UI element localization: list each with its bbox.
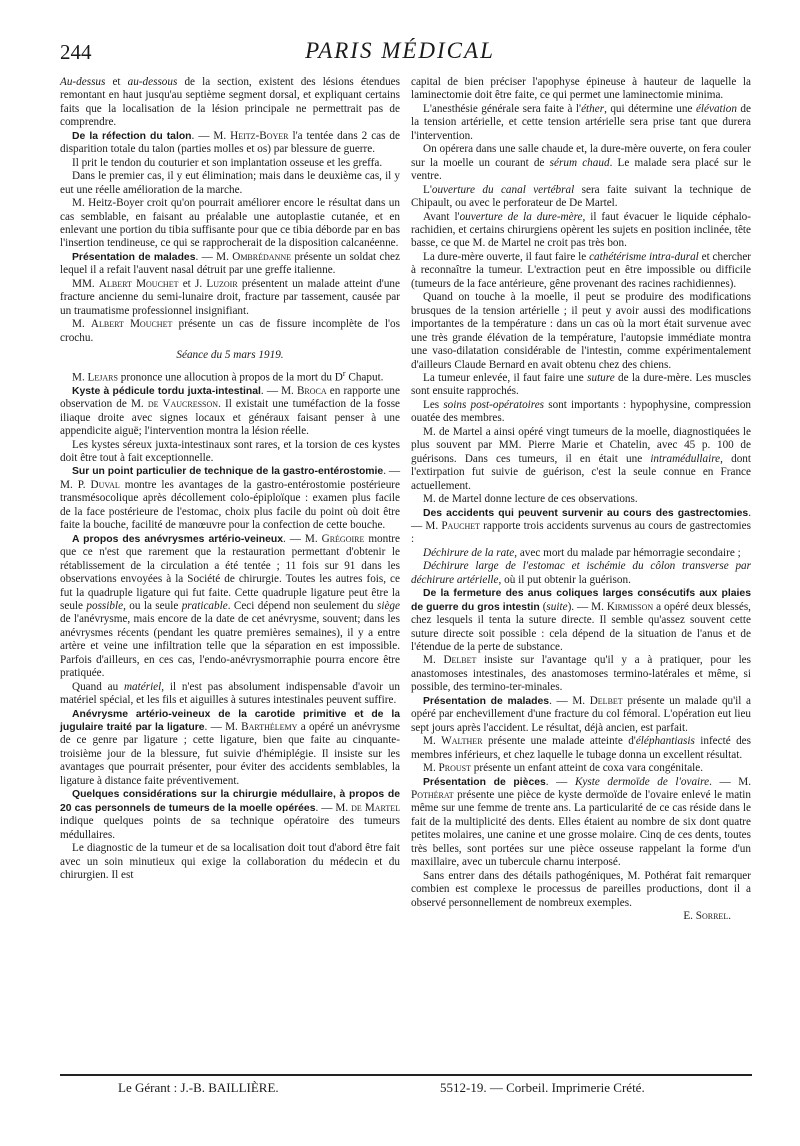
text-run: . Il existait une tuméfaction de la fosse iliaque droite avec signes locaux et généraux faisant penser à une appendicite aiguë; l'intervention montra la lésion réelle. bbox=[60, 398, 401, 438]
section-heading: Présentation de pièces bbox=[423, 776, 546, 788]
text-run: , il faut évacuer le liquide céphalo-rachidien, et certains chirurgiens opèrent les sujets en position inclinée, tête basse, ce que M. de Martel ne croit pas très bon. bbox=[411, 210, 751, 250]
text-run: et bbox=[105, 76, 128, 88]
text-run: L'anesthésie générale sera faite à l' bbox=[423, 102, 582, 115]
text-run: Ombrédanne bbox=[232, 250, 291, 263]
text-run: cathétérisme intra-dural bbox=[589, 250, 699, 263]
paragraph bbox=[60, 197, 400, 251]
paragraph bbox=[60, 278, 400, 318]
section-heading: Présentation de malades bbox=[423, 695, 550, 707]
text-run: r bbox=[342, 368, 346, 378]
text-run: montre les avantages de la gastro-entérostomie postérieure transmésocolique après décollement colo-épiploïque : examen plus facile de la face postérieure de l'estomac, choix plus facile du point où doit être faite la bouche, facilité de manœuvre pour la confection de cette bouche. bbox=[60, 478, 400, 532]
paragraph bbox=[60, 681, 400, 708]
footer-rule bbox=[60, 1074, 752, 1076]
text-run: ( bbox=[539, 600, 547, 613]
text-run: Chaput. bbox=[345, 371, 384, 384]
text-run: , qui détermine une bbox=[604, 102, 696, 115]
section-heading: Présentation de malades bbox=[72, 251, 196, 263]
paragraph bbox=[60, 130, 400, 157]
text-run: Dans le premier cas, il y eut élimination; mais dans le deuxième cas, il y eut une réelle amélioration de la marche. bbox=[60, 170, 400, 196]
text-run: praticable bbox=[181, 599, 228, 612]
text-run: Walther bbox=[441, 735, 483, 748]
text-run: ). — M. bbox=[567, 600, 607, 613]
paragraph bbox=[411, 735, 751, 762]
paragraph bbox=[60, 708, 400, 789]
text-run: ouverture du canal vertébral bbox=[431, 183, 575, 196]
section-heading: A propos des anévrysmes artério-veineux bbox=[72, 533, 283, 545]
paragraph bbox=[60, 349, 400, 362]
text-run: , avec mort du malade par hémorragie secondaire ; bbox=[514, 546, 741, 559]
footer-printer: 5512-19. — Corbeil. Imprimerie Crété. bbox=[440, 1080, 645, 1095]
text-run: M. bbox=[72, 318, 91, 331]
section-heading: Sur un point particulier de technique de la gastro-entérostomie bbox=[72, 466, 384, 478]
paragraph bbox=[60, 842, 400, 882]
text-run: suite bbox=[546, 600, 568, 613]
text-run: Le diagnostic de la tumeur et de sa localisation doit tout d'abord être fait avec un soin minutieux qui exige la collaboration du médecin et du chirurgien. Il est bbox=[60, 842, 400, 882]
text-run: . — bbox=[545, 775, 575, 788]
section-heading: Anévrysme artério-veineux de la carotide primitive et de la jugulaire traité par la ligature bbox=[60, 708, 400, 734]
left-column bbox=[60, 76, 400, 882]
text-run: sera faite suivant la technique de Chipault, ou avec le perforateur de De Martel. bbox=[411, 183, 751, 210]
text-run: de la dure-mère. Les muscles sont ensuite rapprochés. bbox=[411, 371, 752, 398]
paragraph bbox=[411, 695, 751, 735]
text-run: sont importants : hypophysine, compression ouatée des membres. bbox=[411, 398, 752, 425]
paragraph bbox=[411, 211, 751, 251]
paragraph bbox=[411, 291, 751, 372]
text-run: . — M. P. bbox=[60, 465, 401, 491]
text-run: Quand on touche à la moelle, il peut se produire des modifications brusques de la tension artérielle ; il peut y avoir aussi des modifications importantes de la température : dans un cas où la mort était survenue avec une très grande élévation de la température, l'autopsie immédiate montra une vaso-dilatation considérable de l'intestin, comme expérimentalement d'ailleurs Claude Bernard en avait obtenu chez des chiens. bbox=[411, 291, 751, 371]
text-run: possible bbox=[86, 599, 124, 612]
text-run: . — M. bbox=[191, 129, 231, 142]
section-heading: Des accidents qui peuvent survenir au cours des gastrectomies bbox=[423, 507, 749, 519]
paragraph bbox=[411, 776, 751, 870]
paragraph bbox=[60, 465, 400, 532]
text-run: L' bbox=[423, 183, 432, 196]
signature bbox=[411, 910, 751, 923]
text-run: M. bbox=[72, 371, 88, 384]
text-run: . Ceci dépend non seulement du bbox=[227, 599, 377, 612]
paragraph bbox=[60, 533, 400, 681]
paragraph bbox=[60, 170, 400, 197]
text-run: Luzoir bbox=[206, 277, 238, 290]
text-run: présente un enfant atteint de coxa vara congénitale. bbox=[471, 762, 704, 775]
text-run: , où il put obtenir la guérison. bbox=[498, 573, 631, 586]
text-run: Quand au bbox=[72, 680, 124, 693]
text-run: l'a tentée dans 2 cas de disparition totale du talon (parties molles et os) par blessure de guerre. bbox=[60, 129, 400, 156]
paragraph bbox=[411, 251, 751, 291]
section-heading: De la réfection du talon bbox=[72, 130, 192, 142]
text-run: Heitz-Boyer bbox=[230, 129, 289, 142]
text-run: Kirmisson bbox=[606, 600, 654, 613]
text-run: indique quelques points de sa technique opératoire des tumeurs médullaires. bbox=[60, 815, 400, 841]
text-run: Séance du 5 mars 1919. bbox=[176, 349, 284, 362]
text-run: La dure-mère ouverte, il faut faire le bbox=[423, 250, 590, 263]
text-run: de la section, existent des lésions étendues remontant en haut jusqu'au septième segment dorsal, et expliquant certains faits que la localisation de la lésion principale ne permettrait pas de comprendre. bbox=[60, 76, 401, 129]
text-run: Lejars bbox=[87, 371, 118, 384]
text-run: . — M. bbox=[283, 532, 322, 545]
paragraph bbox=[411, 654, 751, 694]
text-run: présente une malade atteinte d' bbox=[482, 735, 636, 748]
text-run: . — M. bbox=[709, 775, 751, 788]
paragraph bbox=[411, 560, 751, 587]
text-run: rapporte trois accidents survenus au cours de gastrectomies : bbox=[411, 519, 751, 546]
text-run: . — M. bbox=[315, 801, 352, 814]
text-run: et J. bbox=[178, 277, 207, 290]
paragraph bbox=[60, 788, 400, 842]
text-run: . bbox=[728, 910, 731, 923]
text-run: siège bbox=[377, 599, 400, 612]
text-run: présente un malade qu'il a opéré par enchevillement d'une fracture du col fémoral. L'opération eut lieu sept jours après l'accident. Le résultat, déjà ancien, est parfait. bbox=[411, 694, 751, 734]
text-run: intramédullaire bbox=[650, 452, 721, 465]
text-run: éther bbox=[581, 102, 605, 115]
text-run: . Le malade sera placé sur le ventre. bbox=[411, 156, 751, 183]
text-run: Les kystes séreux juxta-intestinaux sont rares, et la torsion de ces kystes doit être tout à fait exceptionnelle. bbox=[60, 438, 400, 464]
text-run: M. bbox=[423, 762, 439, 775]
text-run: Barthélemy bbox=[241, 721, 298, 734]
paragraph bbox=[411, 372, 751, 399]
text-run: On opérera dans une salle chaude et, la dure-mère ouverte, on fera couler sur la moelle un courant de bbox=[411, 143, 751, 169]
paragraph bbox=[411, 870, 751, 910]
text-run: Albert Mouchet bbox=[90, 318, 173, 331]
text-run: présentent un malade atteint d'une fracture ancienne du semi-lunaire droit, fracture par tassement, causée par un traumatisme professionnel insignifiant. bbox=[60, 277, 400, 317]
paragraph bbox=[411, 103, 751, 143]
text-run: , il n'est pas absolument indispensable d'avoir un matériel spécial, et les fils et aiguilles à sutures intestinales peuvent suffire. bbox=[60, 680, 400, 707]
paragraph bbox=[60, 385, 400, 439]
text-run: . — M. bbox=[549, 694, 590, 707]
text-run: prononce une allocution à propos de la mort du D bbox=[117, 371, 343, 384]
text-run: Pauchet bbox=[441, 519, 480, 532]
paragraph bbox=[60, 76, 400, 130]
text-run: , ou la seule bbox=[123, 599, 182, 612]
paragraph bbox=[60, 367, 400, 385]
text-run: a opéré un anévrysme de ce genre par ligature ; cette ligature, bien que faite au cinquante-troisième jour de la blessure, fut suivie d'hémiplégie. Il insiste sur les avantages que pourrait présenter, pour éviter des accidents semblables, la ligature à distance faite préventivement. bbox=[60, 721, 400, 787]
paragraph bbox=[411, 76, 751, 103]
text-run: éléphantiasis bbox=[635, 735, 695, 748]
text-run: Avant l' bbox=[423, 210, 460, 223]
text-run: Il prit le tendon du couturier et son implantation osseuse et les greffa. bbox=[72, 156, 383, 169]
text-run: . — M. bbox=[411, 506, 751, 532]
text-run: MM. bbox=[72, 277, 99, 290]
text-run: matériel bbox=[123, 680, 162, 693]
text-run: Kyste dermoïde de l'ovaire bbox=[574, 775, 710, 788]
text-run: Proust bbox=[438, 762, 471, 775]
text-run: M. Heitz-Boyer croit qu'on pourrait améliorer encore le résultat dans un cas semblable, en faisant au préalable une autoplastie cutanée, et en enlevant une portion du tibia suffisante pour que ce tibia déborde par en bas l'insertion tendineuse, ce qui se rapprocherait de la disposition calcanéenne. bbox=[60, 197, 400, 250]
paragraph bbox=[60, 439, 400, 466]
text-run: M. de Martel donne lecture de ces observations. bbox=[423, 493, 638, 506]
paragraph bbox=[411, 493, 751, 506]
paragraph bbox=[60, 318, 400, 345]
section-heading: De la fermeture des anus coliques larges consécutifs aux plaies de guerre du gros intestin bbox=[411, 588, 751, 613]
paragraph bbox=[411, 399, 751, 426]
text-run: Delbet bbox=[443, 654, 477, 667]
text-run: capital de bien préciser l'apophyse épineuse à hauteur de laquelle la laminectomie doit être faite, ce qui permet une laminectomie minima. bbox=[411, 76, 751, 102]
text-run: Grégoire bbox=[321, 532, 365, 545]
running-title: PARIS MÉDICAL bbox=[305, 38, 495, 63]
section-heading: Quelques considérations sur la chirurgie médullaire, à propos de 20 cas personnels de tumeurs de la moelle opérées bbox=[60, 789, 400, 814]
page-number: 244 bbox=[60, 40, 92, 64]
text-run: présente une pièce de kyste dermoïde de l'ovaire enlevé le matin même sur une femme de trente ans. La particularité de ce cas réside dans le fait de la multiplicité des dents. Elles étaient au nombre de six dont quatre petites molaires, une canine et une grosse molaire. Cinq de ces dents, toutes très belles, sont portées sur une pièce osseuse rappelant la forme d'un maxillaire, avec un tubercule charnu interposé. bbox=[411, 789, 751, 869]
text-run: Duval bbox=[90, 478, 120, 491]
text-run: présente un soldat chez lequel il a refait l'auvent nasal détruit par une greffe italienne. bbox=[60, 250, 400, 277]
text-run: insiste sur l'avantage qu'il y a à pratiquer, pour les anastomoses intestinales, des anastomoses termino-latérales et même, si possible, des termino-ter-minales. bbox=[411, 654, 752, 694]
text-run: présente un cas de fissure incomplète de l'os crochu. bbox=[60, 318, 400, 344]
text-run: en rapporte une observation de M. bbox=[60, 384, 400, 411]
text-run: . — M. bbox=[195, 250, 233, 263]
text-run: élévation bbox=[695, 102, 737, 115]
text-run: Au-dessus bbox=[60, 76, 106, 88]
text-run: M. bbox=[423, 735, 442, 748]
text-run: de Martel bbox=[351, 801, 400, 814]
text-run: a opéré deux blessés, chez lesquels il tenta la suture directe. Il semble qu'assez souvent cette suture directe soit possible : cela dépend de la situation de l'anus et de l'étendue de la perte de substance. bbox=[411, 600, 751, 654]
text-run: et chercher à reconnaître la tumeur. L'extraction peut en être impossible ou difficile (tumeurs de la face antérieure, gêne provenant des racines rachidiennes). bbox=[411, 250, 752, 290]
text-run: . — M. bbox=[204, 721, 242, 734]
text-run: infecté des membres inférieurs, et chez laquelle le tubage donna un excellent résultat. bbox=[411, 735, 752, 761]
text-run: Déchirure large de l'estomac et ischémie du côlon transverse par déchirure artérielle bbox=[411, 560, 751, 586]
paragraph bbox=[411, 587, 751, 654]
right-column bbox=[411, 76, 751, 924]
text-run: au-dessous bbox=[127, 76, 178, 88]
text-run: Sans entrer dans des détails pathogéniques, M. Pothérat fait remarquer combien est complexe le processus de pareilles productions, dont il a observé personnellement de nombreux exemples. bbox=[411, 869, 751, 909]
text-run: Albert Mouchet bbox=[98, 277, 179, 290]
text-run: Déchirure de la rate bbox=[423, 546, 515, 559]
paragraph bbox=[60, 251, 400, 278]
text-run: montre que ce n'est que rarement que la restauration permettant d'obtenir le rétablissement de la circulation a été tentée ; 11 fois sur 91 dans les observations envoyées à la Société de chirurgie. Toutes les autres fois, ce fut la quadruple ligature qui fut faite. Cette quadruple ligature peut être la seule bbox=[60, 532, 401, 612]
text-run: M. de Martel a ainsi opéré vingt tumeurs de la moelle, diagnostiquées le plus souvent par MM. Pierre Marie et Chatelin, avec 45 p. 100 de guérisons. Dans ces tumeurs, il en était une bbox=[411, 425, 751, 465]
text-run: . — M. bbox=[260, 384, 297, 397]
text-run: de l'anévrysme, mais encore de la date de cet anévrysme, souvent; dans les anévrysmes récents (pendant les quatre premières semaines), il y a entre artère et veine une infiltration telle que la séparation en est impossible. Parfois d'ailleurs, en ces cas, l'endo-anévrysmorraphie pourra encore être pratiquée. bbox=[60, 613, 400, 680]
paragraph bbox=[411, 184, 751, 211]
paragraph bbox=[411, 507, 751, 547]
text-run: ouverture de la dure-mère bbox=[459, 210, 583, 223]
text-run: Delbet bbox=[589, 694, 623, 707]
paragraph bbox=[411, 547, 751, 560]
text-run: Pothérat bbox=[411, 789, 454, 802]
footer-manager: Le Gérant : J.-B. BAILLIÈRE. bbox=[118, 1080, 279, 1095]
section-heading: Kyste à pédicule tordu juxta-intestinal bbox=[72, 385, 261, 397]
paragraph bbox=[411, 143, 751, 183]
paragraph bbox=[60, 157, 400, 170]
text-run: La tumeur enlevée, il faut faire une bbox=[423, 371, 588, 384]
paragraph bbox=[411, 762, 751, 775]
text-run: M. bbox=[423, 654, 444, 667]
text-run: sérum chaud bbox=[549, 156, 610, 169]
text-run: Broca bbox=[296, 384, 327, 397]
text-run: soins post-opératoires bbox=[443, 398, 545, 411]
paragraph bbox=[411, 426, 751, 493]
text-run: Les bbox=[423, 398, 444, 411]
text-run: , dont l'extirpation fut suivie de guérison, c'est la seule connue en France actuellement. bbox=[411, 452, 751, 492]
text-run: de Vaucresson bbox=[147, 398, 219, 411]
text-run: de la tension artérielle, et cette tension artérielle sera prise tant que durera l'intervention. bbox=[411, 102, 751, 142]
text-run: suture bbox=[587, 371, 615, 384]
text-run: E. Sorrel bbox=[683, 910, 729, 923]
